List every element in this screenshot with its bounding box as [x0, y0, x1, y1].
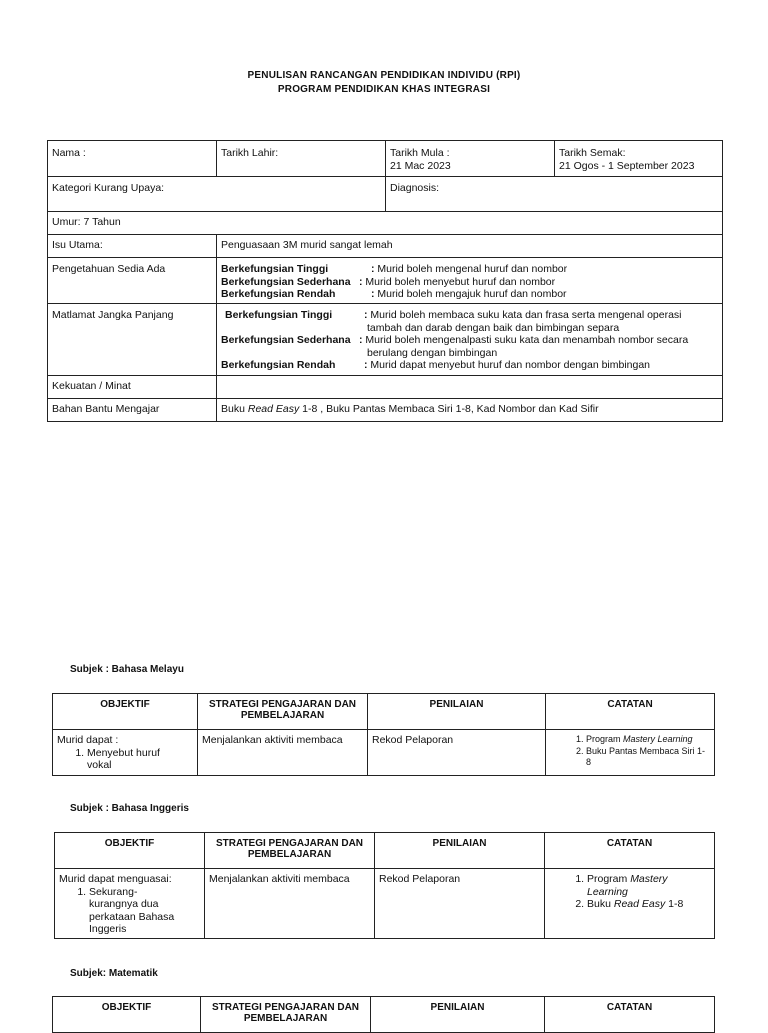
catatan-item: [586, 734, 710, 746]
catatan-italic: Read Easy: [613, 898, 666, 910]
student-info-table: [47, 140, 723, 422]
subject-table-bi: [54, 832, 715, 939]
objektif-intro: Murid dapat menguasai:: [59, 873, 172, 885]
kategori-cell: [48, 177, 386, 212]
bahan-post: 1-8 , Buku Pantas Membaca Siri 1-8, Kad Nombor dan Kad Sifir: [299, 403, 599, 415]
diagnosis-cell: [386, 177, 723, 212]
bahan-label: Bahan Bantu Mengajar: [52, 403, 160, 415]
subject-table-math: [52, 996, 715, 1033]
nama-label: Nama :: [52, 147, 86, 159]
pengetahuan-sederhana-text: Murid boleh menyebut huruf dan nombor: [365, 275, 556, 288]
pengetahuan-rendah-label: Berkefungsian Rendah: [221, 288, 336, 300]
pengetahuan-label: Pengetahuan Sedia Ada: [52, 263, 166, 275]
catatan-italic: Mastery Learning: [587, 873, 668, 898]
catatan-pre: Program: [587, 873, 631, 885]
pengetahuan-rendah-text: Murid boleh mengajuk huruf dan nombor: [377, 288, 567, 300]
isu-label: Isu Utama:: [52, 239, 103, 251]
pengetahuan-label-cell: [48, 258, 217, 304]
matlamat-value-cell: [217, 304, 723, 376]
catatan-item: [587, 898, 687, 911]
matlamat-rendah-label: Berkefungsian Rendah: [221, 359, 336, 371]
matlamat-label: Matlamat Jangka Panjang: [52, 309, 174, 321]
col-catatan: CATATAN: [546, 694, 715, 730]
tarikh-lahir-cell: [217, 141, 386, 177]
matlamat-tinggi-cont: tambah dan darab dengan baik dan bimbingan separa: [367, 321, 620, 334]
subject-title: Subjek: Matematik: [70, 968, 158, 979]
tarikh-semak-label: Tarikh Semak:: [559, 147, 626, 159]
nama-cell: [48, 141, 217, 177]
separator: :: [359, 334, 366, 346]
penilaian-cell: [375, 869, 545, 939]
catatan-item: 2. Buku Pantas Membaca Siri 1-8: [586, 746, 710, 769]
isu-label-cell: [48, 235, 217, 258]
isu-value-cell: [217, 235, 723, 258]
pengetahuan-line: [221, 263, 718, 276]
bahan-value-cell: [217, 399, 723, 422]
pengetahuan-value-cell: [217, 258, 723, 304]
matlamat-line: [221, 309, 718, 322]
col-catatan: CATATAN: [545, 997, 715, 1033]
penilaian-text: Rekod Pelaporan: [379, 873, 461, 885]
pengetahuan-tinggi-text: Murid boleh mengenal huruf dan nombor: [377, 263, 568, 275]
strategi-cell: [198, 730, 368, 776]
document-title: PENULISAN RANCANGAN PENDIDIKAN INDIVIDU (RPI): [247, 70, 521, 81]
col-objektif: OBJEKTIF: [55, 833, 205, 869]
matlamat-sederhana-text: Murid boleh mengenalpasti suku kata dan menambah nombor secara: [365, 334, 689, 346]
catatan-item: [587, 873, 687, 898]
umur-text: Umur: 7 Tahun: [52, 216, 121, 228]
objektif-item: 1. Sekurang-kurangnya dua perkataan Bahasa Inggeris: [89, 886, 179, 936]
pengetahuan-line: [221, 276, 718, 289]
kategori-label: Kategori Kurang Upaya:: [52, 182, 165, 194]
catatan-pre: Buku: [587, 898, 614, 910]
matlamat-line: [221, 334, 718, 347]
penilaian-cell: [368, 730, 546, 776]
kekuatan-label-cell: [48, 376, 217, 399]
tarikh-mula-value: 21 Mac 2023: [390, 159, 451, 172]
subject-table-bm: [52, 693, 715, 776]
catatan-post: 1-8: [665, 898, 684, 910]
separator: :: [359, 275, 366, 288]
separator: :: [364, 359, 371, 371]
bahan-label-cell: [48, 399, 217, 422]
col-strategi: STRATEGI PENGAJARAN DAN PEMBELAJARAN: [198, 694, 368, 730]
catatan-italic: Mastery Learning: [623, 734, 693, 744]
catatan-cell: [546, 730, 715, 776]
tarikh-mula-label: Tarikh Mula :: [390, 147, 450, 159]
objektif-cell: [53, 730, 198, 776]
matlamat-sederhana-label: Berkefungsian Sederhana: [221, 334, 351, 346]
subject-title: Subjek : Bahasa Melayu: [70, 664, 184, 675]
separator: :: [364, 309, 371, 321]
kekuatan-label: Kekuatan / Minat: [52, 380, 131, 392]
tarikh-mula-cell: [386, 141, 555, 177]
pengetahuan-sederhana-label: Berkefungsian Sederhana: [221, 275, 351, 288]
catatan-cell: [545, 869, 715, 939]
diagnosis-label: Diagnosis:: [390, 182, 440, 194]
penilaian-text: Rekod Pelaporan: [372, 734, 454, 746]
matlamat-line: [221, 359, 718, 372]
bahan-pre: Buku: [221, 403, 248, 415]
pengetahuan-tinggi-label: Berkefungsian Tinggi: [221, 263, 329, 275]
matlamat-label-cell: [48, 304, 217, 376]
strategi-text: Menjalankan aktiviti membaca: [209, 873, 350, 885]
col-objektif: OBJEKTIF: [53, 694, 198, 730]
col-strategi: STRATEGI PENGAJARAN DAN PEMBELAJARAN: [205, 833, 375, 869]
kekuatan-value-cell: [217, 376, 723, 399]
col-strategi: STRATEGI PENGAJARAN DAN PEMBELAJARAN: [201, 997, 371, 1033]
col-catatan: CATATAN: [545, 833, 715, 869]
objektif-item: 1. Menyebut huruf vokal: [87, 747, 167, 772]
tarikh-semak-cell: [555, 141, 723, 177]
col-penilaian: PENILAIAN: [375, 833, 545, 869]
col-penilaian: PENILAIAN: [371, 997, 545, 1033]
separator: :: [371, 263, 378, 275]
separator: :: [371, 288, 378, 300]
objektif-cell: [55, 869, 205, 939]
document-subtitle: PROGRAM PENDIDIKAN KHAS INTEGRASI: [277, 84, 491, 95]
umur-cell: [48, 212, 723, 235]
bahan-italic: Read Easy: [247, 403, 300, 415]
matlamat-tinggi-label: Berkefungsian Tinggi: [225, 309, 333, 321]
strategi-cell: [205, 869, 375, 939]
col-objektif: OBJEKTIF: [53, 997, 201, 1033]
subject-title: Subjek : Bahasa Inggeris: [70, 803, 189, 814]
strategi-text: Menjalankan aktiviti membaca: [202, 734, 343, 746]
pengetahuan-line: [221, 288, 718, 301]
catatan-pre: Program: [586, 734, 624, 744]
tarikh-semak-value: 21 Ogos - 1 September 2023: [559, 159, 695, 172]
objektif-intro: Murid dapat :: [57, 734, 119, 746]
isu-value: Penguasaan 3M murid sangat lemah: [221, 239, 393, 251]
matlamat-sederhana-cont: berulang dengan bimbingan: [367, 346, 498, 359]
matlamat-rendah-text: Murid dapat menyebut huruf dan nombor dengan bimbingan: [370, 359, 651, 371]
tarikh-lahir-label: Tarikh Lahir:: [221, 147, 279, 159]
matlamat-tinggi-text: Murid boleh membaca suku kata dan frasa serta mengenal operasi: [370, 309, 682, 321]
col-penilaian: PENILAIAN: [368, 694, 546, 730]
